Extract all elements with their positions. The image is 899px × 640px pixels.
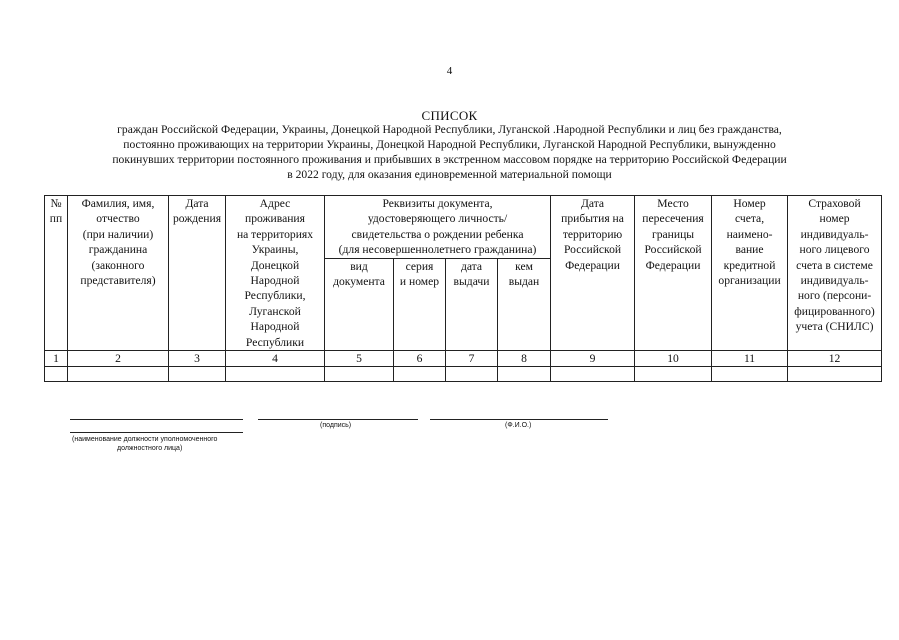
- signature-line: [258, 419, 418, 420]
- empty-cell: [498, 367, 551, 382]
- header-fio: Фамилия, имя, отчество (при наличии) гражданина (законного представителя): [68, 196, 169, 351]
- header-document-requisites: Реквизиты документа, удостоверяющего личность/ свидетельства о рождении ребенка (для несовершеннолетнего гражданина): [325, 196, 551, 259]
- empty-cell: [788, 367, 882, 382]
- column-number: 3: [169, 351, 226, 367]
- header-doc-type: вид документа: [325, 258, 394, 350]
- column-number: 4: [226, 351, 325, 367]
- header-account: Номер счета, наимено- вание кредитной организации: [712, 196, 788, 351]
- header-doc-issuer: кем выдан: [498, 258, 551, 350]
- empty-cell: [446, 367, 498, 382]
- empty-cell: [551, 367, 635, 382]
- header-doc-series: серия и номер: [394, 258, 446, 350]
- header-snils: Страховой номер индивидуаль- ного лицевого счета в системе индивидуаль- ного (персони- фицированного) учета (СНИЛС): [788, 196, 882, 351]
- full-name-line: [430, 419, 608, 420]
- position-caption-line1: (наименование должности уполномоченного: [72, 436, 218, 443]
- empty-cell: [45, 367, 68, 382]
- empty-cell: [226, 367, 325, 382]
- empty-data-row: [45, 367, 882, 382]
- subtitle-line: в 2022 году, для оказания единовременной материальной помощи: [287, 168, 612, 181]
- empty-cell: [68, 367, 169, 382]
- position-line: [70, 419, 243, 420]
- column-number: 2: [68, 351, 169, 367]
- citizens-list-table: [44, 195, 882, 382]
- column-number: 12: [788, 351, 882, 367]
- subtitle-line: покинувших территории постоянного проживания и прибывших в экстренном массовом порядке на территорию Российской Федерации: [112, 153, 787, 166]
- column-number: 11: [712, 351, 788, 367]
- column-number: 10: [635, 351, 712, 367]
- document-title: СПИСОК: [421, 108, 478, 123]
- header-doc-date: дата выдачи: [446, 258, 498, 350]
- header-num: № пп: [45, 196, 68, 351]
- column-number: 1: [45, 351, 68, 367]
- column-number: 9: [551, 351, 635, 367]
- subtitle-line: постоянно проживающих на территории Украины, Донецкой Народной Республики, Луганской Народной Республики, вынужденно: [123, 138, 776, 151]
- empty-cell: [394, 367, 446, 382]
- subtitle-line: граждан Российской Федерации, Украины, Донецкой Народной Республики, Луганской .Народной Республики и лиц без гражданства,: [117, 123, 782, 136]
- header-address: Адрес проживания на территориях Украины, Донецкой Народной Республики, Луганской Народной Республики: [226, 196, 325, 351]
- full-name-caption: (Ф.И.О.): [505, 422, 532, 429]
- page-number: 4: [446, 65, 453, 77]
- empty-cell: [169, 367, 226, 382]
- column-number: 7: [446, 351, 498, 367]
- header-border-crossing: Место пересечения границы Российской Федерации: [635, 196, 712, 351]
- empty-cell: [712, 367, 788, 382]
- column-number: 5: [325, 351, 394, 367]
- position-underline: [70, 432, 243, 433]
- empty-cell: [325, 367, 394, 382]
- empty-cell: [635, 367, 712, 382]
- document-subtitle: [60, 122, 839, 182]
- column-number-row: [45, 351, 882, 367]
- column-number: 8: [498, 351, 551, 367]
- table-header-row: [45, 196, 882, 259]
- position-caption-line2: должностного лица): [117, 445, 183, 452]
- column-number: 6: [394, 351, 446, 367]
- header-birth-date: Дата рождения: [169, 196, 226, 351]
- header-arrival-date: Дата прибытия на территорию Российской Федерации: [551, 196, 635, 351]
- signature-caption: (подпись): [320, 422, 352, 429]
